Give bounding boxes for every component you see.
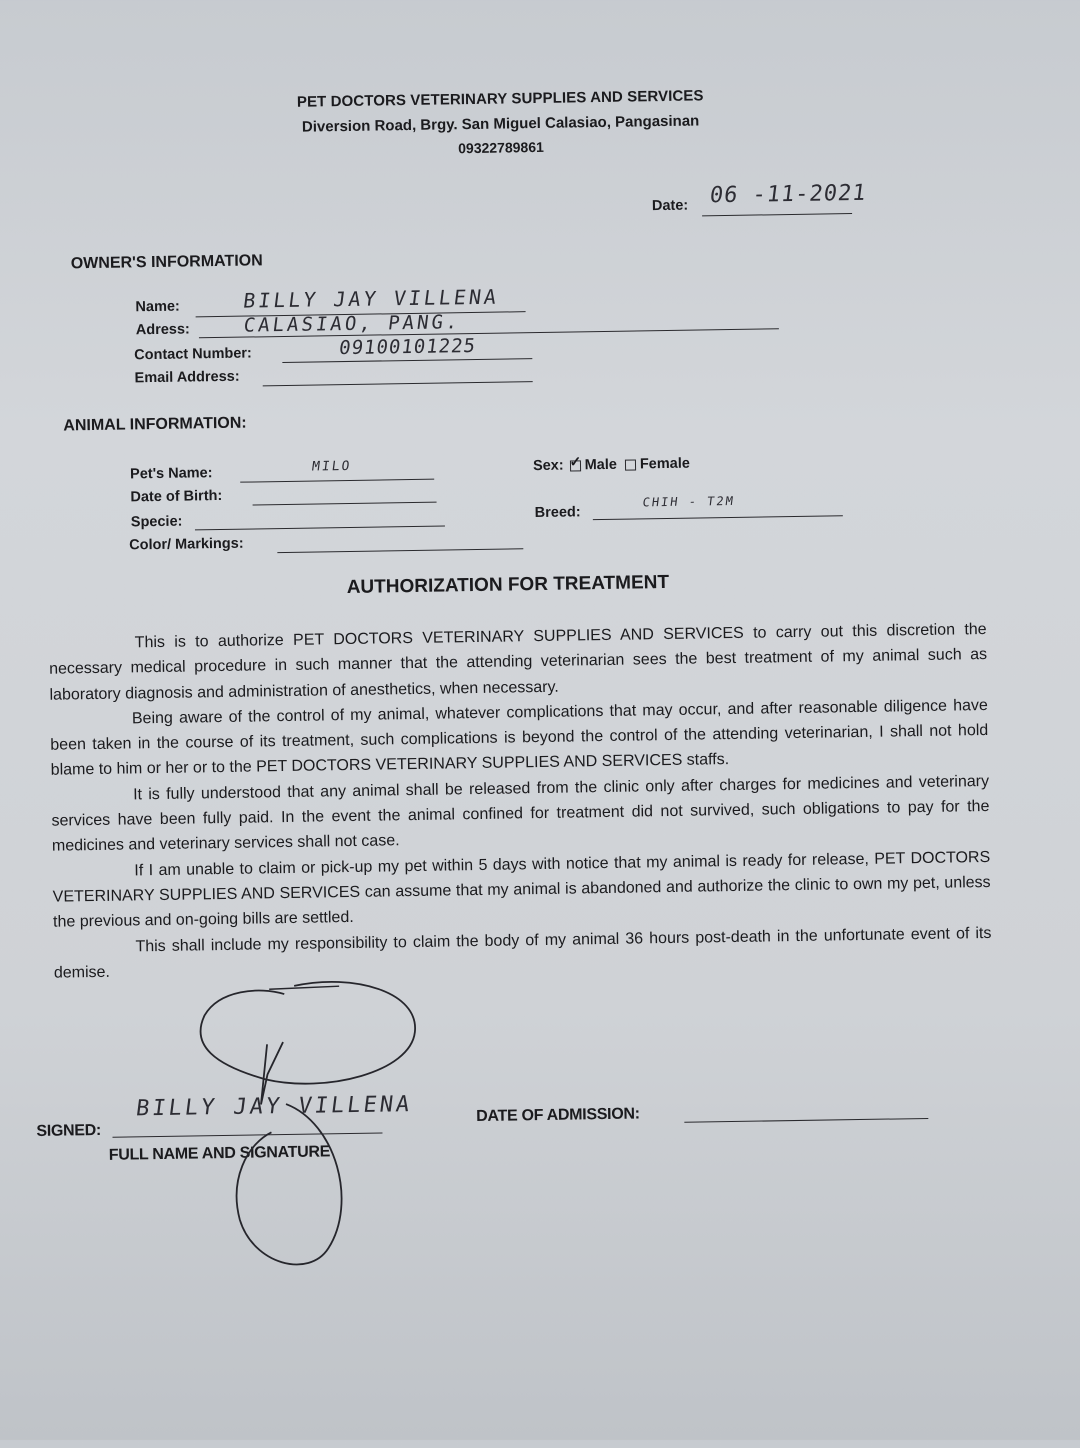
authorization-paragraph: If I am unable to claim or pick-up my pet within 5 days with notice that my animal is ready for release, PET DOCTORS VETERINARY SUPPLIES AND SERVICES can assume that my animal is abandoned and authorize the clinic to own my pet, unless the previous and on-going bills are settled. bbox=[52, 848, 991, 931]
owner-name-label: Name: bbox=[135, 298, 180, 316]
authorization-paragraph: Being aware of the control of my animal, whatever complications that may occur, and after reasonable diligence have been taken in the course of its treatment, such complications is beyond the control of the attending veterinarian, I shall not hold blame to him or her or to the PET DOCTORS VETERINARY SUPPLIES AND SERVICES staffs. bbox=[50, 696, 989, 780]
clinic-name: PET DOCTORS VETERINARY SUPPLIES AND SERVICES bbox=[296, 87, 704, 111]
animal-heading: ANIMAL INFORMATION: bbox=[63, 414, 247, 435]
check-icon: ✓ bbox=[569, 452, 582, 470]
owner-contact-value[interactable]: 09100101225 bbox=[337, 334, 478, 360]
clinic-phone: 09322789861 bbox=[458, 138, 544, 157]
date-label: Date: bbox=[651, 197, 689, 215]
authorization-paragraph: This is to authorize PET DOCTORS VETERINARY SUPPLIES AND SERVICES to carry out this discretion the necessary medical procedure in such manner that the attending veterinarian sees the best treatment of my animal such as laboratory diagnosis and administration of anesthetics, when necessary. bbox=[49, 620, 988, 704]
sex-label: Sex: bbox=[532, 457, 564, 475]
signed-name-value[interactable]: BILLY JAY VILLENA bbox=[134, 1092, 414, 1122]
color-label: Color/ Markings: bbox=[129, 535, 244, 554]
authorization-title: AUTHORIZATION FOR TREATMENT bbox=[346, 571, 670, 599]
signed-label: SIGNED: bbox=[36, 1121, 102, 1140]
owner-heading: OWNER'S INFORMATION bbox=[70, 252, 263, 273]
owner-email-label: Email Address: bbox=[134, 368, 240, 387]
signature-caption: FULL NAME AND SIGNATURE bbox=[108, 1143, 331, 1164]
dob-label: Date of Birth: bbox=[130, 487, 223, 506]
male-option-label: Male bbox=[584, 456, 618, 474]
authorization-paragraph: It is fully understood that any animal shall be released from the clinic only after charges for medicines and veterinary services have been fully paid. In the event the animal confined for treatment did not survived, such obligations to pay for the medicines and veterinary services shall not case. bbox=[51, 772, 990, 856]
pet-name-value[interactable]: MILO bbox=[311, 458, 353, 475]
owner-address-value[interactable]: CALASIAO, PANG. bbox=[242, 311, 462, 337]
pet-name-label: Pet's Name: bbox=[129, 465, 213, 483]
admission-label: DATE OF ADMISSION: bbox=[476, 1105, 640, 1126]
authorization-paragraph: This shall include my responsibility to claim the body of my animal 36 hours post-death in the unfortunate event of its demise. bbox=[53, 924, 992, 982]
breed-value[interactable]: CHIH - T2M bbox=[641, 493, 736, 510]
clinic-address: Diversion Road, Brgy. San Miguel Calasiao, Pangasinan bbox=[301, 112, 700, 136]
female-option-label: Female bbox=[639, 455, 690, 473]
owner-address-label: Adress: bbox=[135, 321, 190, 339]
owner-name-value[interactable]: BILLY JAY VILLENA bbox=[241, 284, 501, 313]
breed-label: Breed: bbox=[534, 504, 581, 522]
date-value[interactable]: 06 -11-2021 bbox=[708, 180, 869, 209]
owner-contact-label: Contact Number: bbox=[134, 345, 252, 364]
specie-label: Specie: bbox=[130, 513, 183, 531]
